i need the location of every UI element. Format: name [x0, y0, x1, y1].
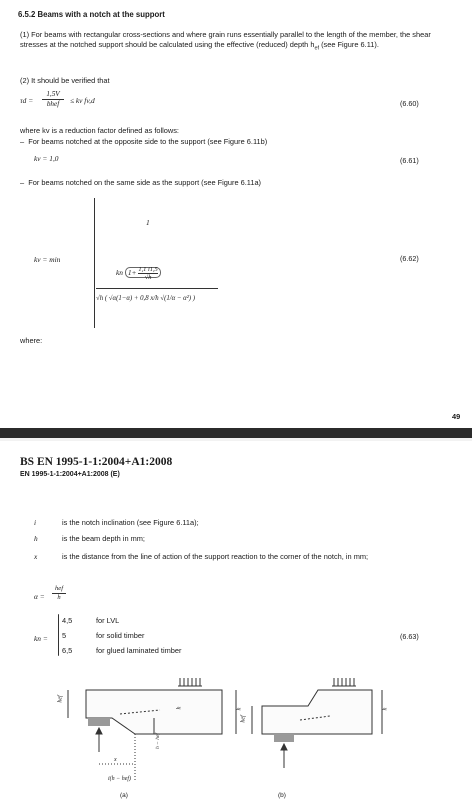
- label-hef-a: hef: [57, 695, 64, 703]
- eq662-upper: [116, 266, 161, 281]
- kn-row-1-val: 4,5: [62, 616, 73, 625]
- definition-h: [34, 534, 38, 544]
- eq660-fraction: [42, 90, 64, 109]
- eq662-number: (6.62): [400, 254, 419, 263]
- header-title: BS EN 1995-1-1:2004+A1:2008: [20, 456, 173, 468]
- figure-a: [68, 678, 236, 782]
- figure-6-11: [0, 672, 472, 802]
- definition-x-text: is the distance from the line of action of the support reaction to the corner of the notch, in mm;: [62, 552, 369, 561]
- alpha-num: hef: [52, 585, 66, 594]
- kn-row-3-val: 6,5: [62, 646, 73, 655]
- paragraph-1: [20, 30, 440, 54]
- eq662-inner: [125, 266, 161, 281]
- label-hef-b: hef: [240, 715, 247, 723]
- eq662-denominator: √h ( √α(1−α) + 0,8 x/h √(1/α − α²) ): [96, 295, 196, 302]
- kn-row-2-desc: for solid timber: [96, 631, 145, 640]
- beam-outline-b: [262, 690, 372, 734]
- definition-x: [34, 552, 37, 562]
- bullet-1: – For beams notched at the opposite side to the support (see Figure 6.11b): [20, 137, 268, 146]
- load-arrows-a: [178, 678, 202, 686]
- def-symbol-x: x: [34, 552, 38, 561]
- definition-h-text: is the beam depth in mm;: [62, 534, 145, 543]
- header-subtitle: EN 1995-1-1:2004+A1:2008 (E): [20, 471, 120, 478]
- eq660-number: (6.60): [400, 99, 419, 108]
- label-x: x: [114, 757, 117, 763]
- eq660-num: 1,5V: [42, 90, 64, 100]
- eq660-rhs: ≤ kv fv,d: [70, 96, 95, 105]
- definition-i: [34, 518, 36, 528]
- label-h-a: h: [236, 707, 243, 711]
- definition-i-text: is the notch inclination (see Figure 6.11a);: [62, 518, 199, 527]
- bullet-2-text: For beams notched on the same side as the support (see Figure 6.11a): [28, 178, 262, 187]
- where-text: where kv is a reduction factor defined as follows:: [20, 126, 179, 135]
- kn-row-1-desc: for LVL: [96, 616, 120, 625]
- eq662-lhs: kv = min: [34, 255, 61, 264]
- kn-lhs: kn =: [34, 634, 48, 643]
- label-h-b: h: [382, 707, 389, 711]
- support-b: [274, 734, 294, 742]
- eq662-brace: [94, 198, 95, 328]
- page-separator-gap: [0, 438, 472, 441]
- def-symbol-h: h: [34, 534, 38, 543]
- kn-row-2-val: 5: [62, 631, 67, 640]
- support-a: [88, 718, 110, 726]
- paragraph-1-end: (see Figure 6.11).: [319, 39, 379, 49]
- eq662-frac-num: 1,1 i1,5: [138, 266, 158, 273]
- bullet-1-text: For beams notched at the opposite side to the support (see Figure 6.11b): [28, 137, 268, 146]
- eq662-frac-inline: [138, 266, 157, 281]
- eq663-number: (6.63): [400, 632, 419, 641]
- section-title: 6.5.2 Beams with a notch at the support: [18, 10, 165, 19]
- bullet-2: – For beams notched on the same side as the support (see Figure 6.11a): [20, 178, 262, 187]
- equation-6-61: kv = 1,0: [34, 154, 59, 163]
- eq662-main-fraction-line: [96, 288, 218, 289]
- eq662-frac-den: √h: [144, 274, 152, 281]
- page-number: 49: [452, 412, 461, 421]
- paragraph-1-sub: ef: [314, 45, 320, 52]
- where-2: where:: [20, 336, 43, 345]
- eq660-lhs: τd =: [20, 96, 34, 105]
- eq662-one: 1: [146, 218, 150, 227]
- load-arrows-b: [332, 678, 356, 686]
- paragraph-1-text: (1) For beams with rectangular cross-sections and where grain runs essentially parallel to the length of the member, the shear stresses at the notched support should be calculated using the effective (reduced) depth h: [20, 30, 431, 49]
- alpha-fraction: [52, 585, 66, 602]
- eq660-den: bhef: [46, 100, 60, 108]
- equation-6-60: [20, 96, 33, 106]
- alpha-lhs: α =: [34, 592, 45, 601]
- figure-b: [252, 678, 382, 768]
- kn-row-3-desc: for glued laminated timber: [96, 646, 182, 655]
- page-separator-bar: [0, 428, 472, 438]
- def-symbol-i: i: [34, 518, 37, 527]
- paragraph-2: (2) It should be verified that: [20, 76, 110, 85]
- label-a: (a): [120, 792, 128, 799]
- kn-brace: [58, 614, 59, 656]
- label-i-expr: i(h − hef): [108, 776, 132, 782]
- eq662-one-plus: 1+: [127, 268, 137, 278]
- label-h-inner-a: h: [176, 706, 183, 710]
- eq661-number: (6.61): [400, 156, 419, 165]
- eq662-kn: kn: [116, 268, 123, 278]
- label-h-minus-hef: h − hef: [154, 733, 161, 749]
- label-b: (b): [278, 792, 286, 799]
- alpha-den: h: [57, 594, 61, 601]
